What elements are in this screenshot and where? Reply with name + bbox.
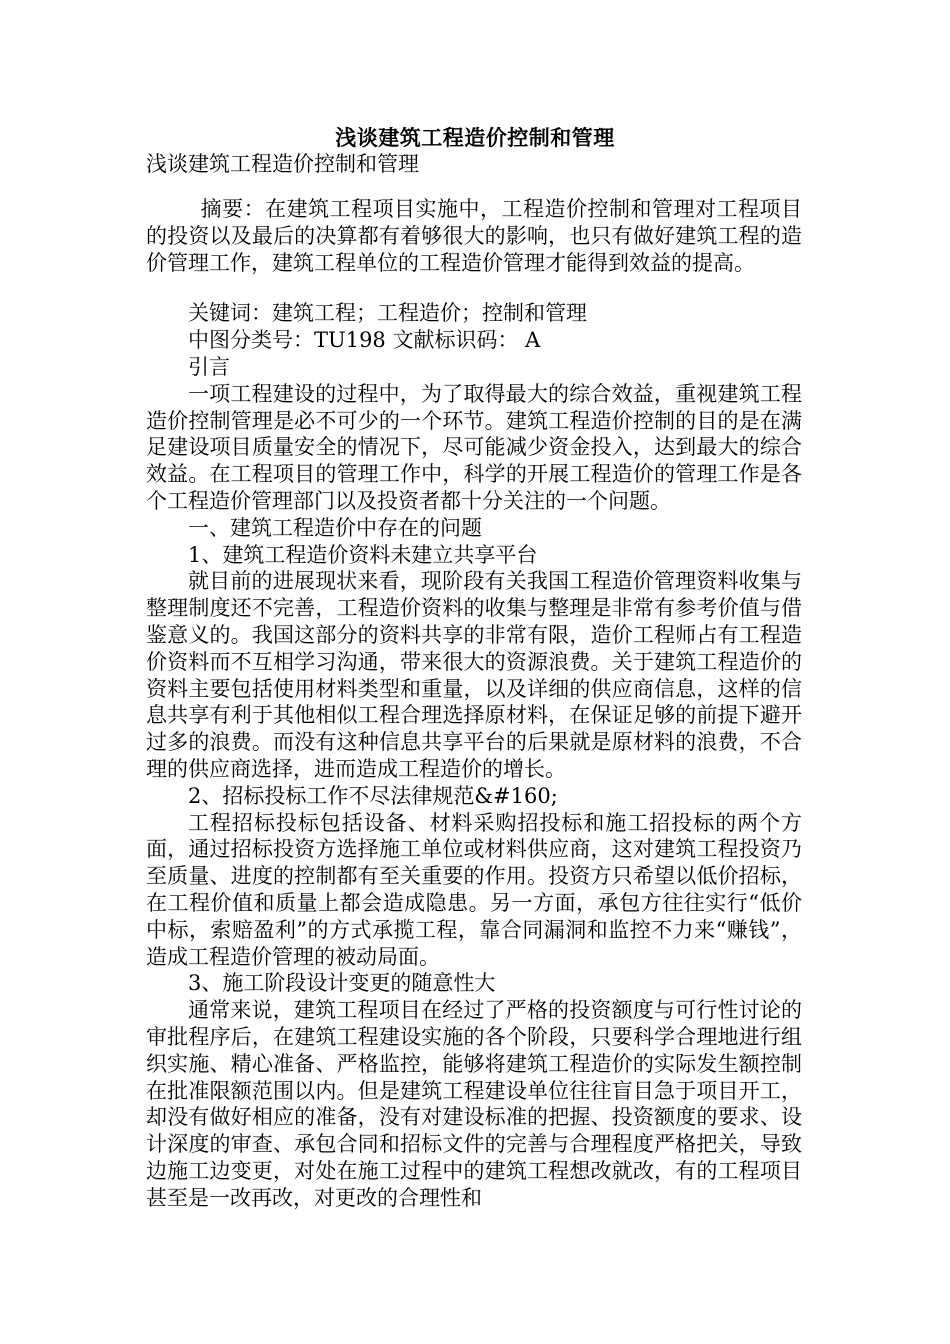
- sub1-heading: 1、建筑工程造价资料未建立共享平台: [188, 542, 538, 567]
- document-title: 浅谈建筑工程造价控制和管理: [335, 125, 615, 150]
- abstract-paragraph: 摘要：在建筑工程项目实施中，工程造价控制和管理对工程项目的投资以及最后的决算都有着够很大的影响，也只有做好建筑工程的造价管理工作，建筑工程单位的工程造价管理才能得到效益的提高。: [146, 197, 802, 275]
- sub3-heading: 3、施工阶段设计变更的随意性大: [188, 971, 496, 996]
- sub3-paragraph: 通常来说，建筑工程项目在经过了严格的投资额度与可行性讨论的审批程序后，在建筑工程建设实施的各个阶段，只要科学合理地进行组织实施、精心准备、严格监控，能够将建筑工程造价的实际发生额控制在批准限额范围以内。但是建筑工程建设单位往往盲目急于项目开工，却没有做好相应的准备，没有对建设标准的把握、投资额度的要求、设计深度的审查、承包合同和招标文件的完善与合理程度严格把关，导致边施工边变更，对处在施工过程中的建筑工程想改就改，有的工程项目甚至是一改再改，对更改的合理性和: [146, 998, 802, 1210]
- sub2-paragraph: 工程招标投标包括设备、材料采购招投标和施工招投标的两个方面，通过招标投资方选择施工单位或材料供应商，这对建筑工程投资乃至质量、进度的控制都有至关重要的作用。投资方只希望以低价招标，在工程价值和质量上都会造成隐患。另一方面，承包方往往实行“低价中标，索赔盈利”的方式承揽工程，靠合同漏洞和监控不力来“赚钱”，造成工程造价管理的被动局面。: [146, 810, 802, 969]
- document-subtitle: 浅谈建筑工程造价控制和管理: [146, 152, 419, 176]
- sub1-paragraph: 就目前的进展现状来看，现阶段有关我国工程造价管理资料收集与整理制度还不完善，工程造价资料的收集与整理是非常有参考价值与借鉴意义的。我国这部分的资料共享的非常有限，造价工程师占有工程造价资料而不互相学习沟通，带来很大的资源浪费。关于建筑工程造价的资料主要包括使用材料类型和重量，以及详细的供应商信息，这样的信息共享有利于其他相似工程合理选择原材料，在保证足够的前提下避开过多的浪费。而没有这种信息共享平台的后果就是原材料的浪费，不合理的供应商选择，进而造成工程造价的增长。: [146, 569, 802, 781]
- classification-line: 中图分类号：TU198 文献标识码： A: [188, 328, 541, 353]
- sub2-heading: 2、招标投标工作不尽法律规范&#160;: [188, 783, 558, 808]
- document-body: [146, 196, 802, 1211]
- section1-heading: 一、建筑工程造价中存在的问题: [188, 515, 482, 540]
- intro-heading: 引言: [188, 354, 230, 379]
- keywords-line: 关键词：建筑工程；工程造价；控制和管理: [188, 301, 587, 326]
- intro-paragraph: 一项工程建设的过程中，为了取得最大的综合效益，重视建筑工程造价控制管理是必不可少的一个环节。建筑工程造价控制的目的是在满足建设项目质量安全的情况下，尽可能减少资金投入，达到最大的综合效益。在工程项目的管理工作中，科学的开展工程造价的管理工作是各个工程造价管理部门以及投资者都十分关注的一个问题。: [146, 381, 802, 513]
